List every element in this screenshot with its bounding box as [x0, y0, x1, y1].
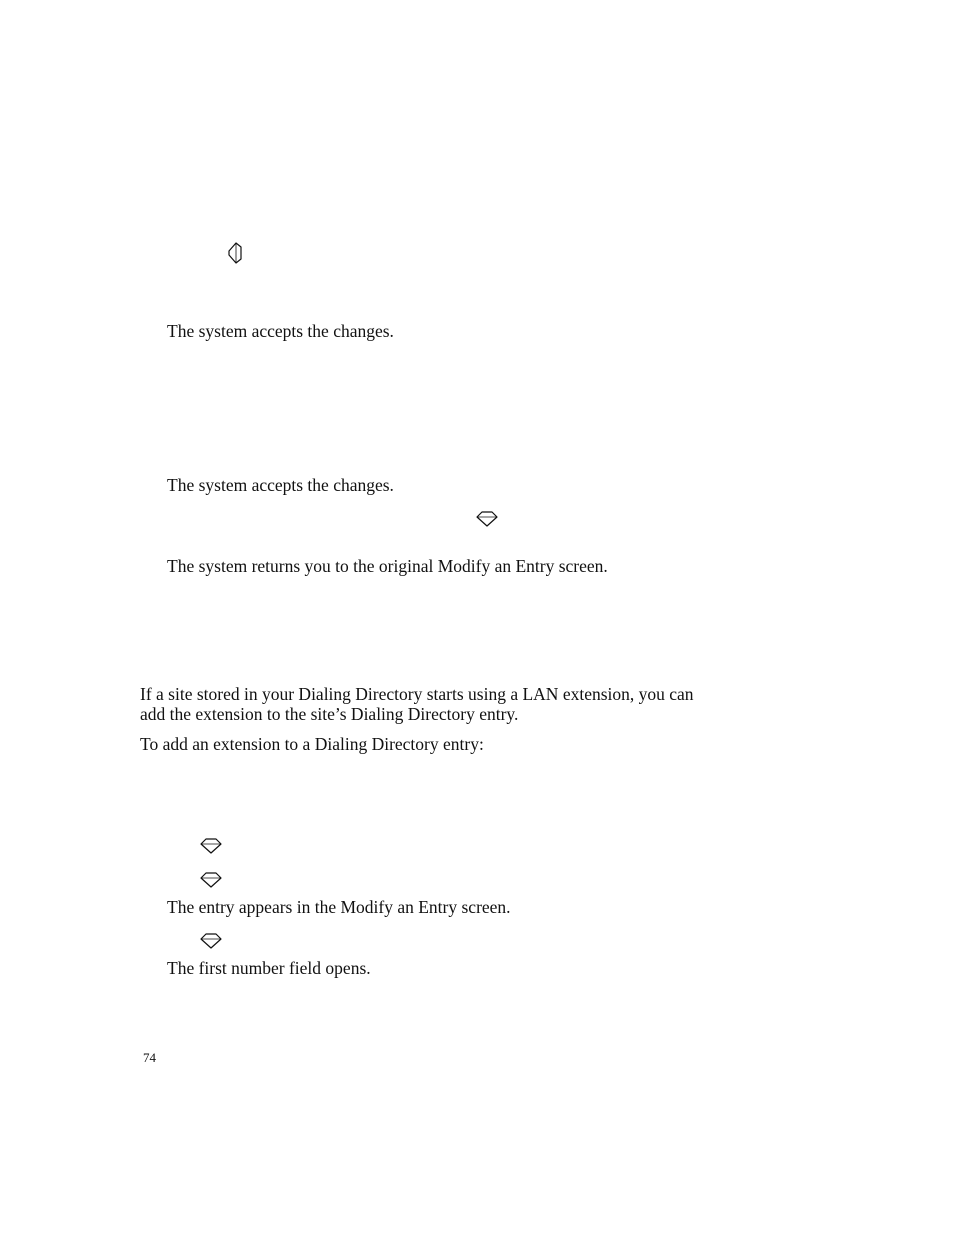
select-key-icon [200, 872, 222, 888]
result-text-first-field: The first number field opens. [167, 958, 371, 978]
result-text-entry-appears: The entry appears in the Modify an Entry screen. [167, 897, 511, 917]
select-key-icon [476, 511, 498, 527]
procedure-heading-text: To add an extension to a Dialing Directory entry: [140, 734, 484, 754]
intro-paragraph-line-1: If a site stored in your Dialing Directory starts using a LAN extension, you can [140, 684, 694, 704]
page-number: 74 [143, 1050, 156, 1065]
left-key-icon [226, 242, 244, 264]
result-text-accepts-changes: The system accepts the changes. [167, 321, 394, 341]
result-text-accepts-changes: The system accepts the changes. [167, 475, 394, 495]
select-key-icon [200, 838, 222, 854]
select-key-icon [200, 933, 222, 949]
result-text-returns: The system returns you to the original Modify an Entry screen. [167, 556, 608, 576]
intro-paragraph-line-2: add the extension to the site’s Dialing Directory entry. [140, 704, 519, 724]
